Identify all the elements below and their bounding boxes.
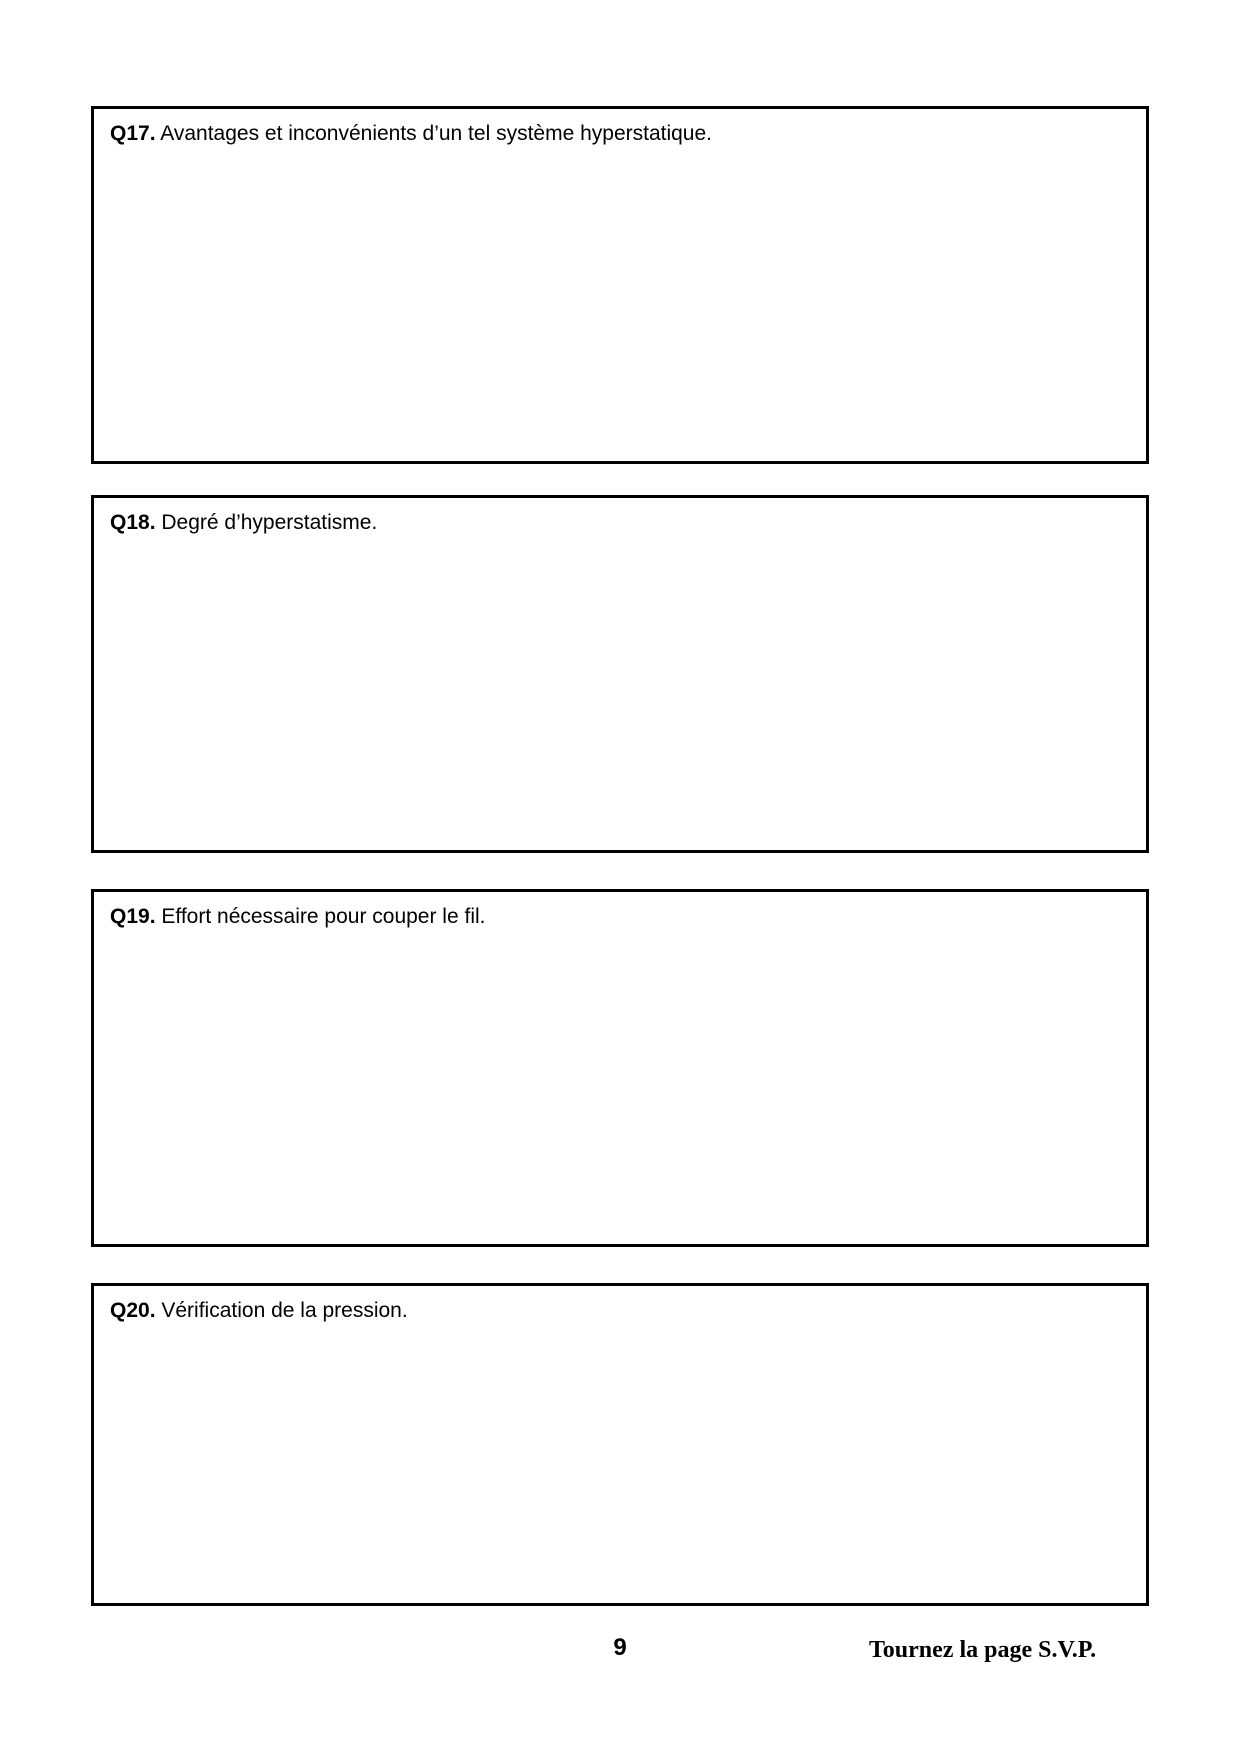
question-text: Effort nécessaire pour couper le fil.	[161, 905, 486, 928]
question-number: Q17.	[110, 122, 156, 145]
question-number: Q19.	[110, 905, 156, 928]
answer-box-q18[interactable]	[91, 495, 1149, 853]
question-q19	[110, 904, 486, 930]
answer-box-q20[interactable]	[91, 1283, 1149, 1606]
question-text: Degré d’hyperstatisme.	[161, 511, 378, 534]
question-q18	[110, 510, 377, 536]
question-number: Q20.	[110, 1299, 156, 1322]
page-number: 9	[613, 1634, 627, 1661]
answer-box-q19[interactable]	[91, 889, 1149, 1247]
question-q20	[110, 1298, 408, 1324]
answer-box-q17[interactable]	[91, 106, 1149, 464]
question-text: Vérification de la pression.	[161, 1299, 408, 1322]
question-text: Avantages et inconvénients d’un tel système hyperstatique.	[160, 122, 713, 145]
question-number: Q18.	[110, 511, 156, 534]
question-q17	[110, 121, 712, 147]
turn-page-notice: Tournez la page S.V.P.	[869, 1637, 1097, 1663]
